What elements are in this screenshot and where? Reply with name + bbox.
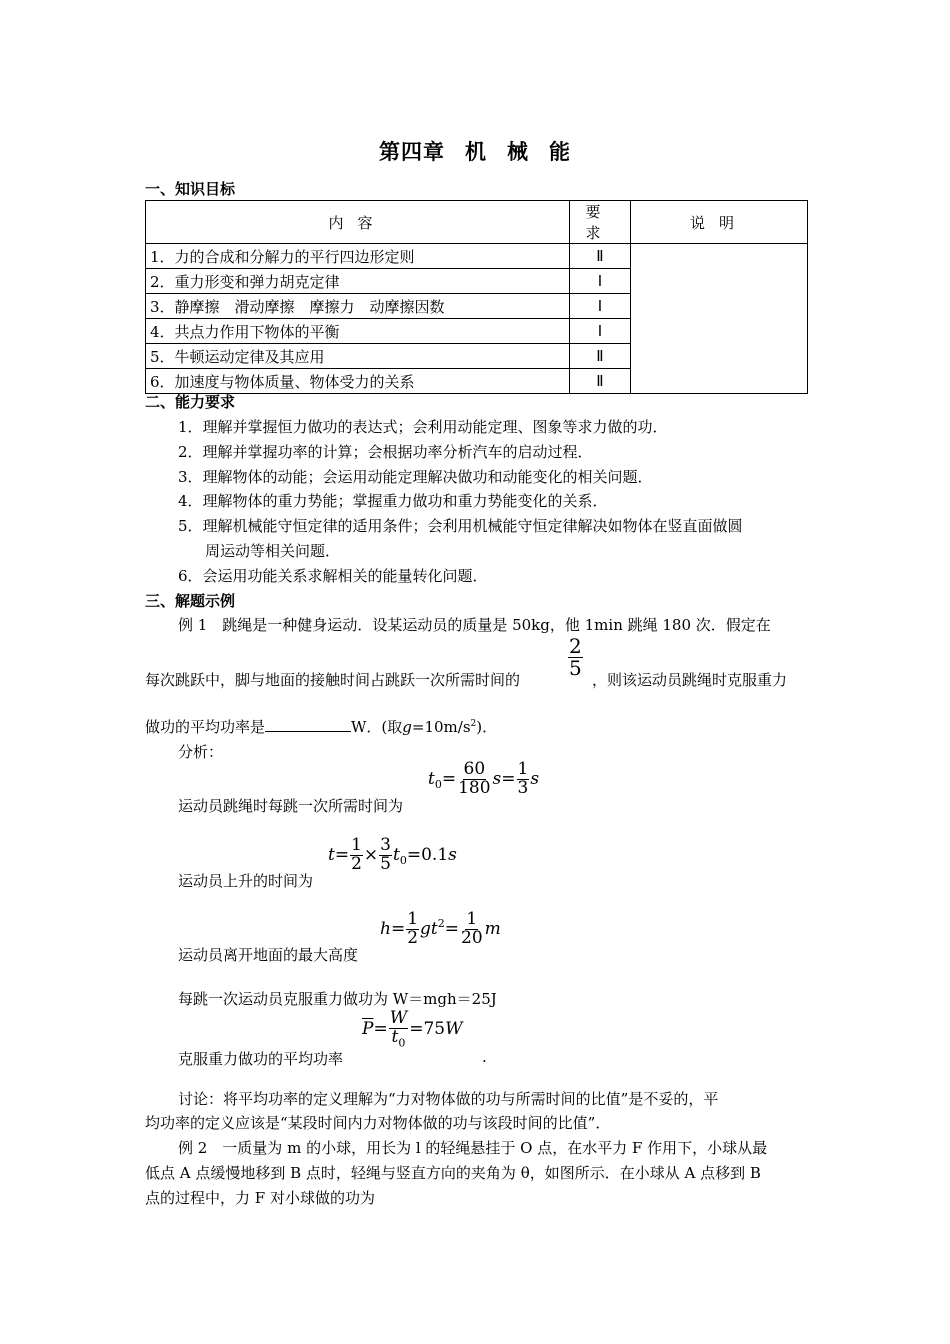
section-heading: 二、能力要求 [145, 393, 236, 411]
note-cell [631, 244, 808, 394]
ability-item: 6．会运用功能关系求解相关的能量转化问题． [178, 567, 488, 585]
row-content: 1．力的合成和分解力的平行四边形定则 [146, 244, 570, 269]
title-chapter: 第四章 [379, 140, 445, 164]
analysis-label: 分析： [178, 743, 224, 761]
section-heading: 一、知识目标 [145, 180, 236, 198]
row-requirement: Ⅱ [570, 344, 631, 369]
row-requirement: Ⅱ [570, 369, 631, 394]
answer-blank [265, 717, 351, 732]
formula-t: t= $\frac{1}{2}$ × $\frac{3}{5}$ $t_0=0.1s$ [328, 835, 457, 874]
header-requirement: 要求 [570, 201, 631, 244]
table-header-row [146, 201, 808, 244]
row-requirement: Ⅰ [570, 319, 631, 344]
row-requirement: Ⅰ [570, 269, 631, 294]
header-content: 内容 [146, 201, 570, 244]
title-char: 械 [507, 140, 529, 164]
analysis-step: 运动员上升的时间为 [178, 872, 314, 890]
ability-item-continued: 周运动等相关问题． [205, 542, 341, 560]
section-heading: 三、解题示例 [145, 592, 236, 610]
example2-text: 低点 A 点缓慢地移到 B 点时，轻绳与竖直方向的夹角为 θ，如图所示．在小球从 A 点移到 B [145, 1164, 761, 1182]
knowledge-table [145, 200, 808, 394]
discussion-text: 讨论：将平均功率的定义理解为“力对物体做的功与所需时间的比值”是不妥的，平 [178, 1090, 719, 1108]
row-requirement: Ⅱ [570, 244, 631, 269]
analysis-step: 运动员跳绳时每跳一次所需时间为 [178, 797, 404, 815]
row-content: 5．牛顿运动定律及其应用 [146, 344, 570, 369]
example2-text: 例 2 一质量为 m 的小球，用长为 l 的轻绳悬挂于 O 点，在水平力 F 作用下，小球从最 [178, 1139, 768, 1157]
formula-h: h= $\frac{1}{2}$ $gt^2=$ $\frac{1}{20}$ m [380, 909, 501, 948]
row-content: 6．加速度与物体质量、物体受力的关系 [146, 369, 570, 394]
fraction-two-fifths: $\frac{2}{5}$ [569, 634, 582, 680]
formula-t0: $t_0=$ $\frac{60}{180}$ s= $\frac{1}{3}$ s [428, 759, 540, 798]
ability-item: 3．理解物体的动能；会运用动能定理解决做功和动能变化的相关问题． [178, 468, 653, 486]
ability-item: 4．理解物体的重力势能；掌握重力做功和重力势能变化的关系． [178, 492, 608, 510]
ability-item: 5．理解机械能守恒定律的适用条件；会利用机械能守恒定律解决如物体在竖直面做圆 [178, 517, 743, 535]
title-char: 能 [549, 140, 571, 164]
example-text: 做功的平均功率是 W．(取$g=10m/s^2$)． [145, 718, 498, 736]
title-char: 机 [465, 140, 487, 164]
analysis-step: 克服重力做功的平均功率 [178, 1050, 344, 1068]
analysis-step: 运动员离开地面的最大高度 [178, 946, 359, 964]
example-text: ，则该运动员跳绳时克服重力 [592, 671, 788, 689]
row-requirement: Ⅰ [570, 294, 631, 319]
ability-item: 1．理解并掌握恒力做功的表达式；会利用动能定理、图象等求力做的功． [178, 418, 668, 436]
example2-text: 点的过程中，力 F 对小球做的功为 [145, 1189, 375, 1207]
table-row [146, 244, 808, 269]
example-text: 每次跳跃中，脚与地面的接触时间占跳跃一次所需时间的 [145, 671, 521, 689]
page-title [0, 136, 950, 166]
analysis-step: 每跳一次运动员克服重力做功为 W＝mgh＝25J [178, 990, 497, 1008]
row-content: 4．共点力作用下物体的平衡 [146, 319, 570, 344]
formula-power: $\overline{P}=$ $\frac{W}{t_0}$ =75W [362, 1008, 463, 1050]
discussion-text: 均功率的定义应该是“某段时间内力对物体做的功与该段时间的比值”． [145, 1114, 611, 1132]
example-text: 例 1 跳绳是一种健身运动．设某运动员的质量是 50kg，他 1min 跳绳 180 次．假定在 [178, 616, 771, 634]
ability-item: 2．理解并掌握功率的计算；会根据功率分析汽车的启动过程． [178, 443, 593, 461]
row-content: 3．静摩擦 滑动摩擦 摩擦力 动摩擦因数 [146, 294, 570, 319]
header-note: 说明 [631, 201, 808, 244]
row-content: 2．重力形变和弹力胡克定律 [146, 269, 570, 294]
period: . [482, 1048, 487, 1066]
